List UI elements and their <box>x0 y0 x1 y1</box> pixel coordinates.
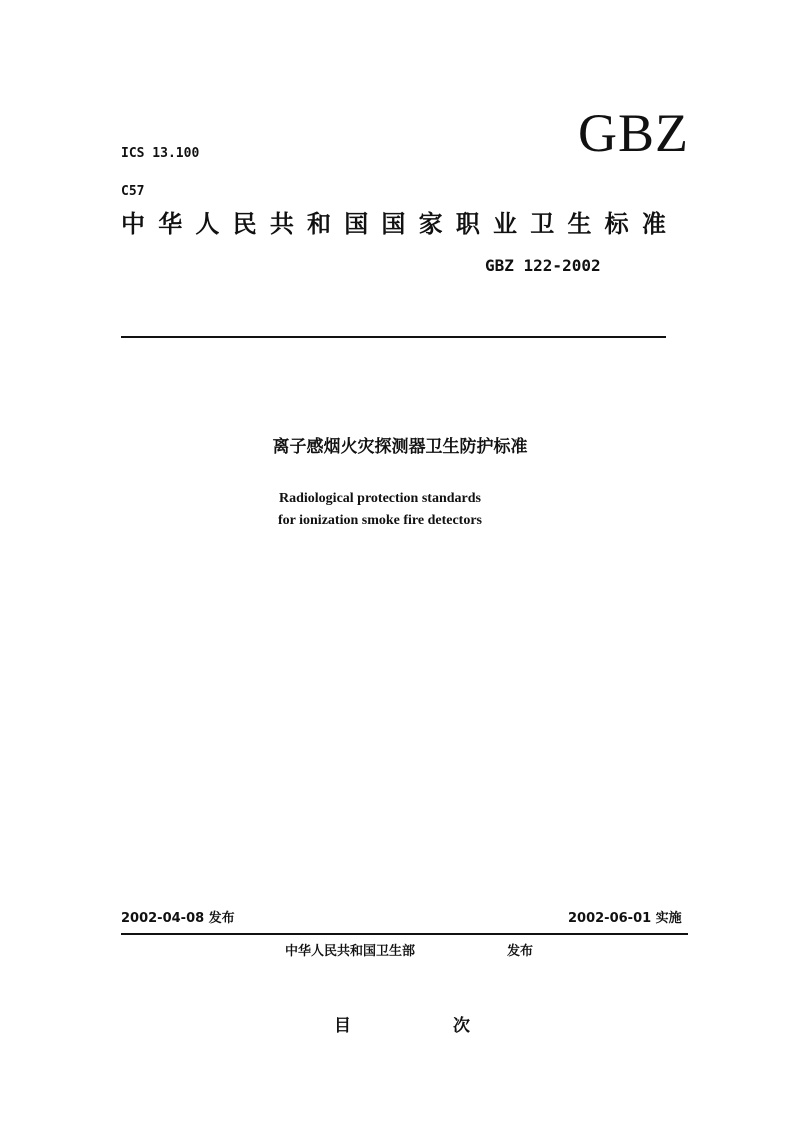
toc-char-1: 目 <box>334 1016 351 1036</box>
toc-char-2: 次 <box>453 1016 470 1036</box>
implementation-date: 2002-06-01 实施 <box>568 911 682 926</box>
title-char: 中 <box>121 210 145 238</box>
title-char: 和 <box>307 210 332 238</box>
title-char: 业 <box>493 210 518 238</box>
title-char: 人 <box>195 210 220 238</box>
title-char: 国 <box>381 210 406 238</box>
document-title-chinese: 离子感烟火灾探测器卫生防护标准 <box>272 437 528 457</box>
title-char: 华 <box>158 210 183 238</box>
footer-divider <box>121 933 688 935</box>
title-char: 卫 <box>530 210 555 238</box>
issue-date: 2002-04-08 发布 <box>121 911 235 926</box>
ics-code: ICS 13.100 <box>121 146 200 161</box>
standard-logo: GBZ <box>578 103 689 163</box>
standard-number: GBZ 122-2002 <box>485 256 601 275</box>
publish-label: 发布 <box>507 944 534 959</box>
table-of-contents-heading <box>334 1011 470 1036</box>
title-char: 共 <box>269 210 294 238</box>
title-char: 国 <box>344 210 369 238</box>
title-char: 职 <box>455 210 480 238</box>
national-standard-title <box>121 205 666 243</box>
title-char: 准 <box>641 210 666 238</box>
title-char: 标 <box>604 210 629 238</box>
header-divider <box>121 336 666 338</box>
publisher-name: 中华人民共和国卫生部 <box>285 944 416 959</box>
title-char: 生 <box>567 210 592 238</box>
english-title-line-2: for ionization smoke fire detectors <box>278 513 482 528</box>
english-title-line-1: Radiological protection standards <box>279 491 481 506</box>
document-title-english <box>0 488 760 532</box>
title-char: 民 <box>232 210 257 238</box>
title-char: 家 <box>418 210 443 238</box>
ccs-code: C57 <box>121 184 145 199</box>
